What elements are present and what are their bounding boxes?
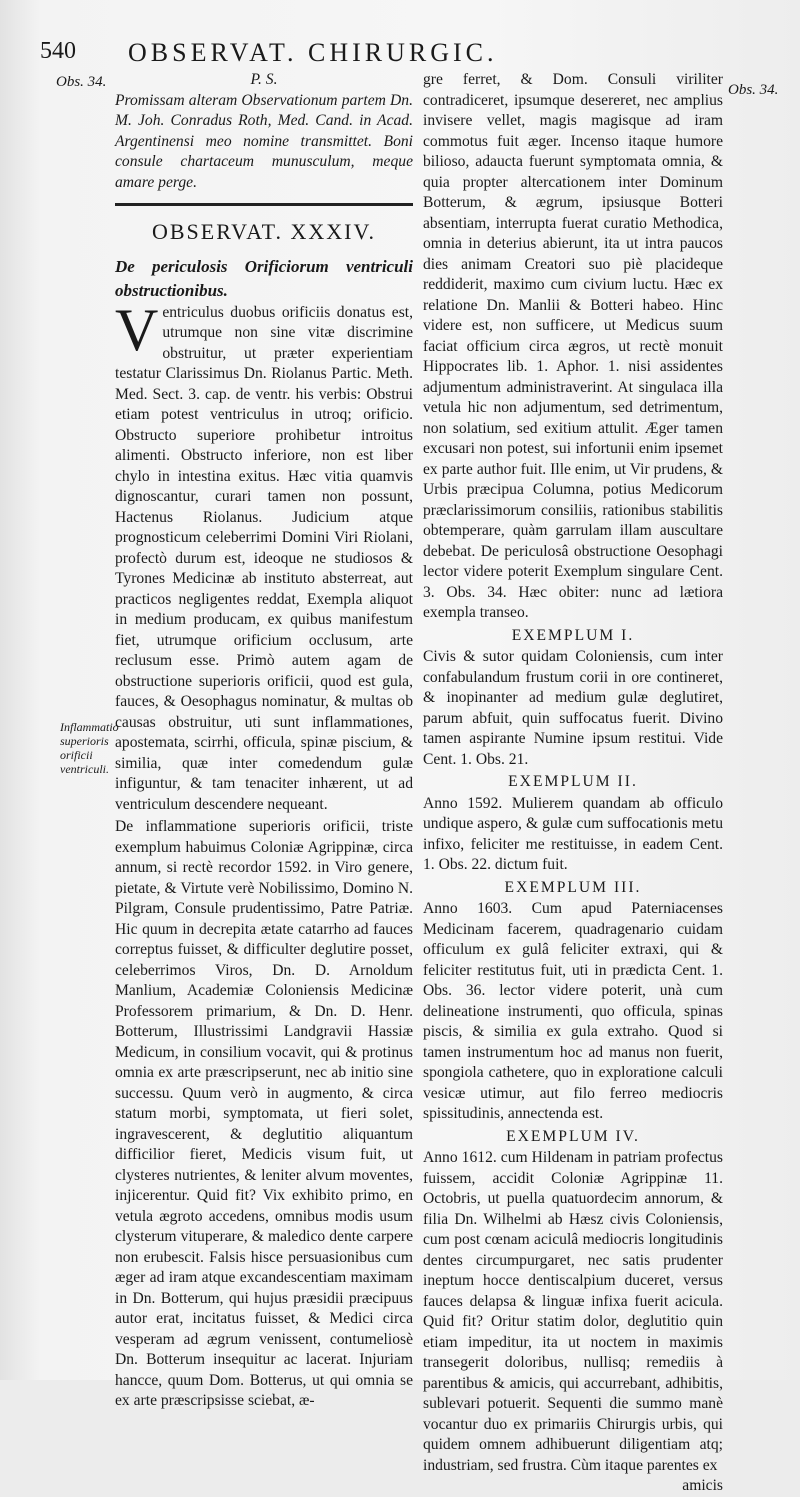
drop-cap: V xyxy=(115,296,159,363)
example-4-heading: EXEMPLUM IV. xyxy=(506,1127,640,1145)
ps-text: Promissam alteram Observationum partem Dn. M. Joh. Conradus Roth, Med. Cand. in Acad. Argentinensi meo nomine transmittet. Boni consule chartaceum munusculum, meque amare perge. xyxy=(115,91,413,191)
paragraph-1-text: entriculus duobus orificiis donatus est, utrumque non sine vitæ discrimine obstruitur, ut præter experientiam testatur Clarissimus Dn. Riolanus Partic. Meth. Med. Sect. 3. cap. de ventr. his verbis: Obstrui etiam potest ventriculus in utroq; orificio. Obstructo superiore prohibetur introitus alimenti. Obstructo inferiore, non est liber chylo in intestina exitus. Hæc vitia quamvis dignoscantur, curari tamen non possunt, Hactenus Riolanus. Judicium atque prognosticum celeberrimi Domini Viri Riolani, profectò durum est, ideoque ne studiosos & Tyrones Medicinæ ab instituto absterreat, aut practicos negligentes reddat, Exempla aliquot in medium producam, ex quibus manifestum fiet, utrumque orificium occlusum, arte reclusum esse. Primò autem agam de obstructione superioris orificii, quod est gula, fauces, & Oesophagus nominatur, & multas ob causas obstruitur, uti sunt inflammationes, apostemata, scirrhi, officula, spinæ piscium, & similia, quæ inter comedendum gulæ infiguntur, & tam tenaciter inhærent, ut ad ventriculum descendere nequeant. xyxy=(115,303,413,813)
example-2-heading: EXEMPLUM II. xyxy=(508,773,638,790)
ps-label: P. S. xyxy=(250,71,278,88)
running-header xyxy=(40,38,740,74)
page-number: 540 xyxy=(40,38,76,64)
section-divider xyxy=(115,203,413,206)
observation-paragraph-2: De inflammatione superioris orificii, triste exemplum habuimus Coloniæ Agrippinæ, circa annum, si rectè recordor 1592. in Viro genere, pietate, & Virtute verè Nobilissimo, Domino N. Pilgram, Consule prudentissimo, Patre Patriæ. Hic quum in decrepita ætate catarrho ad fauces correptus fuisset, & difficulter deglutire posset, celeberrimos Viros, Dn. D. Arnoldum Manlium, Academiæ Coloniensis Medicinæ Professorem primarium, & Dn. D. Henr. Botterum, Illustrissimi Landgravii Hassiæ Medicum, in consilium vocavit, qui & protinus omnia ex arte præscripserunt, nec ab initio sine successu. Quum verò in augmento, & circa statum morbi, symptomata, ut fieri solet, ingravescerent, & deglutitio aliquantum difficilior fieret, Medicis visum fuit, ut clysteres nutrientes, & leniter alvum moventes, injicerentur. Quid fit? Vix exhibito primo, en vetula ægroto accedens, omnibus modis usum clysterum vituperare, & maledico dente carpere non erubescit. Falsis hisce persuasionibus cum æger ad iram atque excandescentiam maximam in Dn. Botterum, qui hujus præsidii præcipuus autor erat, incitatus fuisset, & Medici circa vesperam ad ægrum venissent, contumeliosè Dn. Botterum insequitur ac lacerat. Injuriam hancce, quum Dom. Botterus, ut qui omnia se ex arte præscripsisse sciebat, æ- xyxy=(115,818,413,1409)
example-1-text: Civis & sutor quidam Coloniensis, cum inter confabulandum frustum corii in ore contineret, & inopinanter ad medium gulæ deglutiret, parum abfuit, quin suffocatus fuerit. Divino tamen aspirante Numine ipsum restitui. Vide Cent. 1. Obs. 21. xyxy=(423,648,723,768)
running-title: OBSERVAT. CHIRURGIC. xyxy=(128,38,498,67)
left-margin-obs-mark: Obs. 34. xyxy=(56,74,107,90)
observation-paragraph-1 xyxy=(115,296,413,816)
left-column xyxy=(115,70,413,1412)
right-margin-obs-mark: Obs. 34. xyxy=(728,82,779,98)
observation-subtitle: De periculosis Orificiorum ventriculi obstructionibus. xyxy=(115,256,413,300)
right-column xyxy=(423,70,723,1497)
observation-heading: OBSERVAT. XXXIV. xyxy=(152,219,376,244)
example-2-text: Anno 1592. Mulierem quandam ab officulo undique aspero, & gulæ cum suffocationis metu infixo, feliciter me restituisse, in eadem Cent. 1. Obs. 22. dictum fuit. xyxy=(423,794,723,873)
example-1-heading: EXEMPLUM I. xyxy=(511,626,635,644)
example-4-text: Anno 1612. cum Hildenam in patriam profectus fuissem, accidit Coloniæ Agrippinæ 11. Octobris, ut puella quatuordecim annorum, & filia Dn. Wilhelmi ab Hæsz civis Coloniensis, cum post cœnam aciculâ mediocris longitudinis dentes circumpurgaret, nec satis prudenter ineptum hocce dentiscalpium duceret, versus fauces delapsa & linguæ infixa fuerit acicula. Quid fit? Oritur statim dolor, deglutitio quin etiam impeditur, ita ut noctem in maximis transegerit doloribus, nullisq; remediis à parentibus & amicis, qui accurrebant, adhibitis, sublevari potuerit. Sequenti die summo manè vocantur duo ex primariis Chirurgis urbis, qui quidem omnem adhibuerunt diligentiam atq; industriam, sed frustra. Cùm itaque parentes ex xyxy=(423,1149,723,1474)
example-3-text: Anno 1603. Cum apud Paterniacenses Medicinam facerem, quadragenario cuidam officulum ex gulâ feliciter extraxi, qui & feliciter restitutus fuit, uti in prædicta Cent. 1. Obs. 36. lector videre poterit, unà cum delineatione instrumenti, quo officula, spinas piscis, & similia ex gula extraho. Quod si tamen instrumentum hoc ad manus non fuerit, spongiola cathetere, quo in exploratione calculi vesicæ utimur, aut filo ferreo mediocris spissitudinis, annectenda est. xyxy=(423,900,723,1122)
continuation-paragraph: gre ferret, & Dom. Consuli viriliter contradiceret, ipsumque desereret, nec amplius invisere vellet, magis magisque ad iram commotus fuit æger. Incenso itaque humore bilioso, adaucta fuerunt symptomata omnia, & quia propter altercationem inter Dominum Botterum, & ægrum, ipsiusque Botteri absentiam, interrupta fuerat curatio Methodica, omnia in deterius abierunt, ita ut intra paucos dies animam Creatori suo piè placideque reddiderit, maximo cum civium luctu. Hæc ex relatione Dn. Manlii & Botteri habeo. Hinc videre est, non sufficere, ut Medicus suum faciat officium circa ægros, ut rectè monuit Hippocrates lib. 1. Aphor. 1. nisi assidentes adjumentum administraverint. At singulaca illa vetula hic non adjumentum, sed detrimentum, non solatium, sed exitium attulit. Æger tamen excusari non potest, sui infortunii enim ipsemet ex parte author fuit. Ille enim, ut Vir prudens, & Urbis præcipua Columna, potius Medicorum præclarissimorum consiliis, rationibus stabilitis obtemperare, quàm garrulam illam auscultare debebat. De periculosâ obstructione Oesophagi lector videre poterit Exemplum singulare Cent. 3. Obs. 34. Hæc obiter: nunc ad lætiora exempla transeo. xyxy=(423,71,723,621)
catchword: amicis xyxy=(682,1477,723,1494)
margin-note: Inflammatio superioris orificii ventriculi. xyxy=(60,720,119,776)
example-3-heading: EXEMPLUM III. xyxy=(504,878,642,896)
